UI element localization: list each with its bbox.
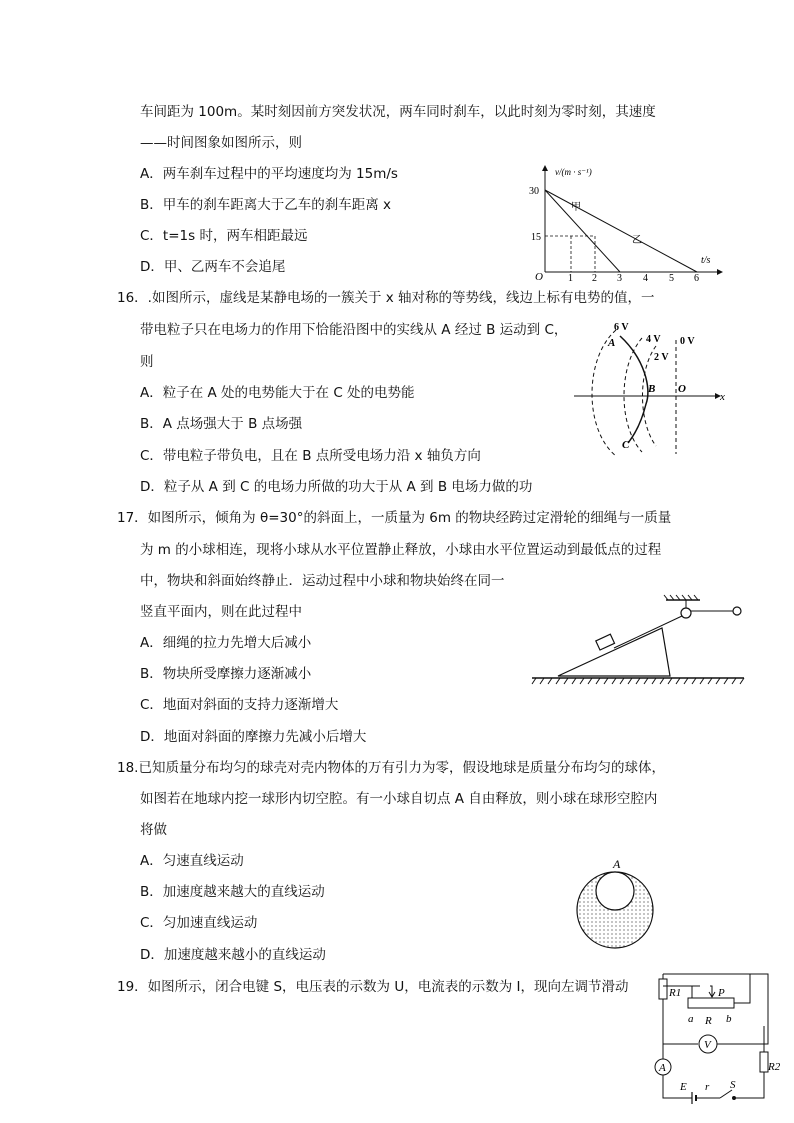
label-r2: R2 — [768, 1061, 781, 1073]
q16-option-c: C．带电粒子带负电，且在 B 点所受电场力沿 x 轴负方向 — [140, 448, 481, 464]
q18-stem-line1: 18.已知质量分布均匀的球壳对壳内物体的万有引力为零，假设地球是质量分布均匀的球体， — [117, 760, 665, 776]
block — [596, 634, 615, 650]
line-jia — [545, 190, 620, 272]
q19-circuit — [650, 966, 790, 1116]
q17-option-a: A．细绳的拉力先增大后减小 — [140, 635, 312, 651]
x-tick-5: 5 — [669, 273, 674, 282]
point-a: A — [613, 857, 621, 871]
q16-option-b: B．A 点场强大于 B 点场强 — [140, 416, 303, 432]
q18-option-b: B．加速度越来越大的直线运动 — [140, 884, 325, 900]
q16-field-figure — [570, 318, 730, 458]
q17-stem-line3: 中，物块和斜面始终静止．运动过程中小球和物块始终在同一 — [140, 573, 505, 589]
small-ball — [733, 607, 741, 615]
label-4v: 4 V — [646, 334, 661, 345]
q16-option-a: A．粒子在 A 处的电势能大于在 C 处的电势能 — [140, 385, 415, 401]
q15-intro-line2: ——时间图象如图所示，则 — [140, 135, 302, 151]
q16-stem-line3: 则 — [140, 354, 154, 370]
label-ammeter: A — [659, 1062, 666, 1074]
q18-option-c: C．匀加速直线运动 — [140, 915, 258, 931]
q16-option-d: D．粒子从 A 到 C 的电场力所做的功大于从 A 到 B 电场力做的功 — [140, 479, 533, 495]
label-voltmeter: V — [704, 1039, 711, 1051]
y-tick-30: 30 — [529, 186, 539, 197]
x-tick-6: 6 — [694, 273, 699, 282]
v-axis-label: v/(m · s⁻¹) — [555, 167, 592, 177]
label-b: b — [726, 1013, 732, 1025]
spherical-cavity — [596, 872, 634, 910]
label-a: a — [688, 1013, 694, 1025]
q17-stem-line4: 竖直平面内，则在此过程中 — [140, 604, 302, 620]
q18-option-d: D．加速度越来越小的直线运动 — [140, 947, 326, 963]
incline — [558, 628, 670, 676]
q15-option-c: C．t=1s 时，两车相距最远 — [140, 228, 308, 244]
top-wire — [663, 974, 768, 1044]
point-b: B — [648, 383, 656, 395]
point-c: C — [622, 439, 630, 451]
q17-option-c: C．地面对斜面的支持力逐渐增大 — [140, 697, 339, 713]
q18-stem-line2: 如图若在地球内挖一球形内切空腔。有一小球自切点 A 自由释放，则小球在球形空腔内 — [140, 791, 658, 807]
q17-option-b: B．物块所受摩擦力逐渐减小 — [140, 666, 312, 682]
origin-label: O — [535, 271, 543, 282]
x-tick-1: 1 — [568, 273, 573, 282]
resistor-r1 — [659, 979, 667, 999]
y-tick-15: 15 — [531, 232, 541, 243]
particle-trajectory — [620, 336, 648, 443]
rheostat-r — [688, 998, 734, 1008]
label-yi: 乙 — [632, 235, 642, 246]
q15-option-d: D．甲、乙两车不会追尾 — [140, 259, 286, 275]
x-axis-label: x — [720, 391, 725, 403]
resistor-r2 — [760, 1052, 768, 1072]
label-0v: 0 V — [680, 336, 695, 347]
label-r: R — [705, 1015, 712, 1027]
pulley — [681, 608, 691, 618]
label-s: S — [730, 1079, 736, 1091]
point-o: O — [678, 383, 686, 395]
label-2v: 2 V — [654, 352, 669, 363]
q18-stem-line3: 将做 — [140, 822, 167, 838]
q17-incline-figure — [530, 592, 750, 692]
point-a: A — [608, 337, 616, 349]
q18-option-a: A．匀速直线运动 — [140, 853, 244, 869]
q15-option-b: B．甲车的刹车距离大于乙车的刹车距离 x — [140, 197, 392, 213]
label-r-internal: r — [705, 1081, 710, 1093]
line-yi — [545, 190, 697, 272]
q18-earth-figure — [570, 848, 660, 960]
label-jia: 甲 — [571, 202, 581, 213]
q15-intro-line1: 车间距为 100m。某时刻因前方突发状况，两车同时刹车，以此时刻为零时刻，其速度 — [140, 104, 656, 120]
q16-stem-line2: 带电粒子只在电场力的作用下恰能沿图中的实线从 A 经过 B 运动到 C， — [140, 322, 568, 338]
q19-stem-line1: 19．如图所示，闭合电键 S，电压表的示数为 U，电流表的示数为 I，现向左调节滑动 — [117, 979, 629, 995]
q17-stem-line1: 17．如图所示，倾角为 θ=30°的斜面上，一质量为 6m 的物块经跨过定滑轮的细绳与一质量 — [117, 510, 672, 526]
label-e: E — [680, 1081, 687, 1093]
x-tick-2: 2 — [592, 273, 597, 282]
q15-vt-graph — [527, 160, 727, 282]
label-p: P — [718, 987, 725, 999]
switch-s — [720, 1090, 732, 1098]
label-r1: R1 — [669, 987, 682, 999]
q16-stem-line1: 16．.如图所示，虚线是某静电场的一簇关于 x 轴对称的等势线，线边上标有电势的值，一 — [117, 290, 655, 306]
q17-stem-line2: 为 m 的小球相连，现将小球从水平位置静止释放，小球由水平位置运动到最低点的过程 — [140, 542, 662, 558]
q15-option-a: A．两车刹车过程中的平均速度均为 15m/s — [140, 166, 398, 182]
q17-option-d: D．地面对斜面的摩擦力先减小后增大 — [140, 729, 367, 745]
t-axis-label: t/s — [701, 255, 711, 266]
label-6v: 6 V — [614, 322, 629, 333]
x-tick-3: 3 — [617, 273, 622, 282]
x-tick-4: 4 — [643, 273, 648, 282]
